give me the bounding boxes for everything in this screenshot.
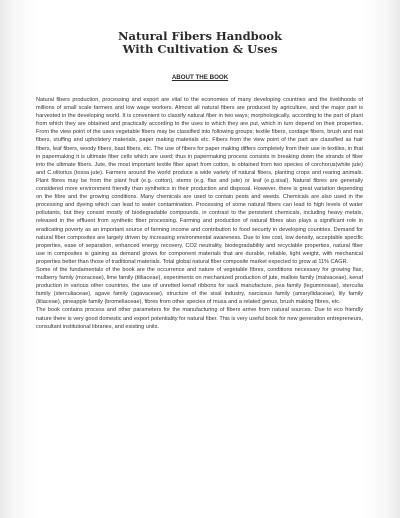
book-title-line-2: With Cultivation & Uses — [122, 42, 278, 56]
paragraph: Natural fibers production, processing and export are vital to the economies of many developing countries and the livelihoods of millions of small scale farmers and low wage workers. Almost all natural fibers are produced by agriculture, and the major part is harvested in the developing world. It is convenient to classify natural fiber in two ways; morphologically, according to the part of plant from which they are obtained and practically according to the uses to which they are put, which in turn depend on their properties. From the view point of the uses vegetable fibers may be classified into following groups; textile fibers, cordage fibers, brush and mat fibers, stuffing and upholstery materials, paper making materials etc. Fibers from the view point of the part are classified as hair fibers, leaf fibers, woody fibers, bast fibers, etc. The use of fibers for paper making differs completely from their use in textiles, in that in papermaking it is ultimate fiber cells which are used; thus in papermaking process consists in breaking down the strands of fiber into the ultimate fibers. Jute, the most important textile fiber apart from cotton, is obtained from two species of corchorus(white jute) and C.olitorius (tossa jute). Farmers around the world produce a wide variety of natural fibers, planting crops and rearing animals. Plant fibres may be from the plant fruit (e.g. cotton), stems (e.g. flax and jute) or leaf (e.g.sisal). Natural fibres are generally considered more environment friendly than synthetics in their production and disposal. However, there is great variation depending on the fibre and the growing conditions. Many chemicals are used to contain pests and weeds. Chemicals are also used in the processing and dyeing which can lead to water contamination. Processing of some natural fibers can lead to high levels of water pollutants, but they consist mostly of biodegradable compounds, in contrast to the persistent chemicals, including heavy metals, released in the effluent from synthetic fiber processing. Farming and production of natural fibres also plays a significant role in eradicating poverty as an important source of farming income and contribution to food security in developing countries. Demand for natural fiber composites are largely driven by increasing environmental awareness. Due to low cost, low density, acceptable specific properties, ease of separation, enhanced energy recovery, CO2 neutrality, biodegradability and recyclable properties, natural fiber use in composites is gaining as demand grows for component materials that are durable, reliable, light weight, with mechanical properties better than those of traditional materials. Total global natural fiber composite market expected to grow at 11% CAGR. — [36, 97, 363, 265]
about-book-body — [36, 96, 363, 331]
paragraph: Some of the fundamentals of the book are the occurrence and nature of vegetable fibres, conditions necessary for growing flax, mulberry family (moraceae), lime family (titliaceae), experiments on mechanized production of jute, mallow family (malvaceae), kenaf production in various other countries, the use of unretted kenaf ribbons for sack manufacture, pea family (leguminosae), sterculia family (sterculiaceae), agave family (agavaceae), structure of the sisal industry, narcissus family (amaryllidaceae), lily family (liliaceae), pineapple family (bromeliaceae), fibres from other species of musa and a related genus, brush making fibres, etc. — [36, 266, 363, 306]
section-heading: ABOUT THE BOOK — [171, 74, 229, 81]
paragraph: The book contains process and other parameters for the manufacturing of fibers arrive from natural sources. Due to eco friendly nature there is very good domestic and export potentiality for natural fiber. This is very useful book for new generation entrepreneurs, consultant institutional libraries, and existing units. — [36, 307, 363, 330]
book-title — [0, 30, 400, 56]
book-title-line-1: Natural Fibers Handbook — [117, 29, 282, 43]
